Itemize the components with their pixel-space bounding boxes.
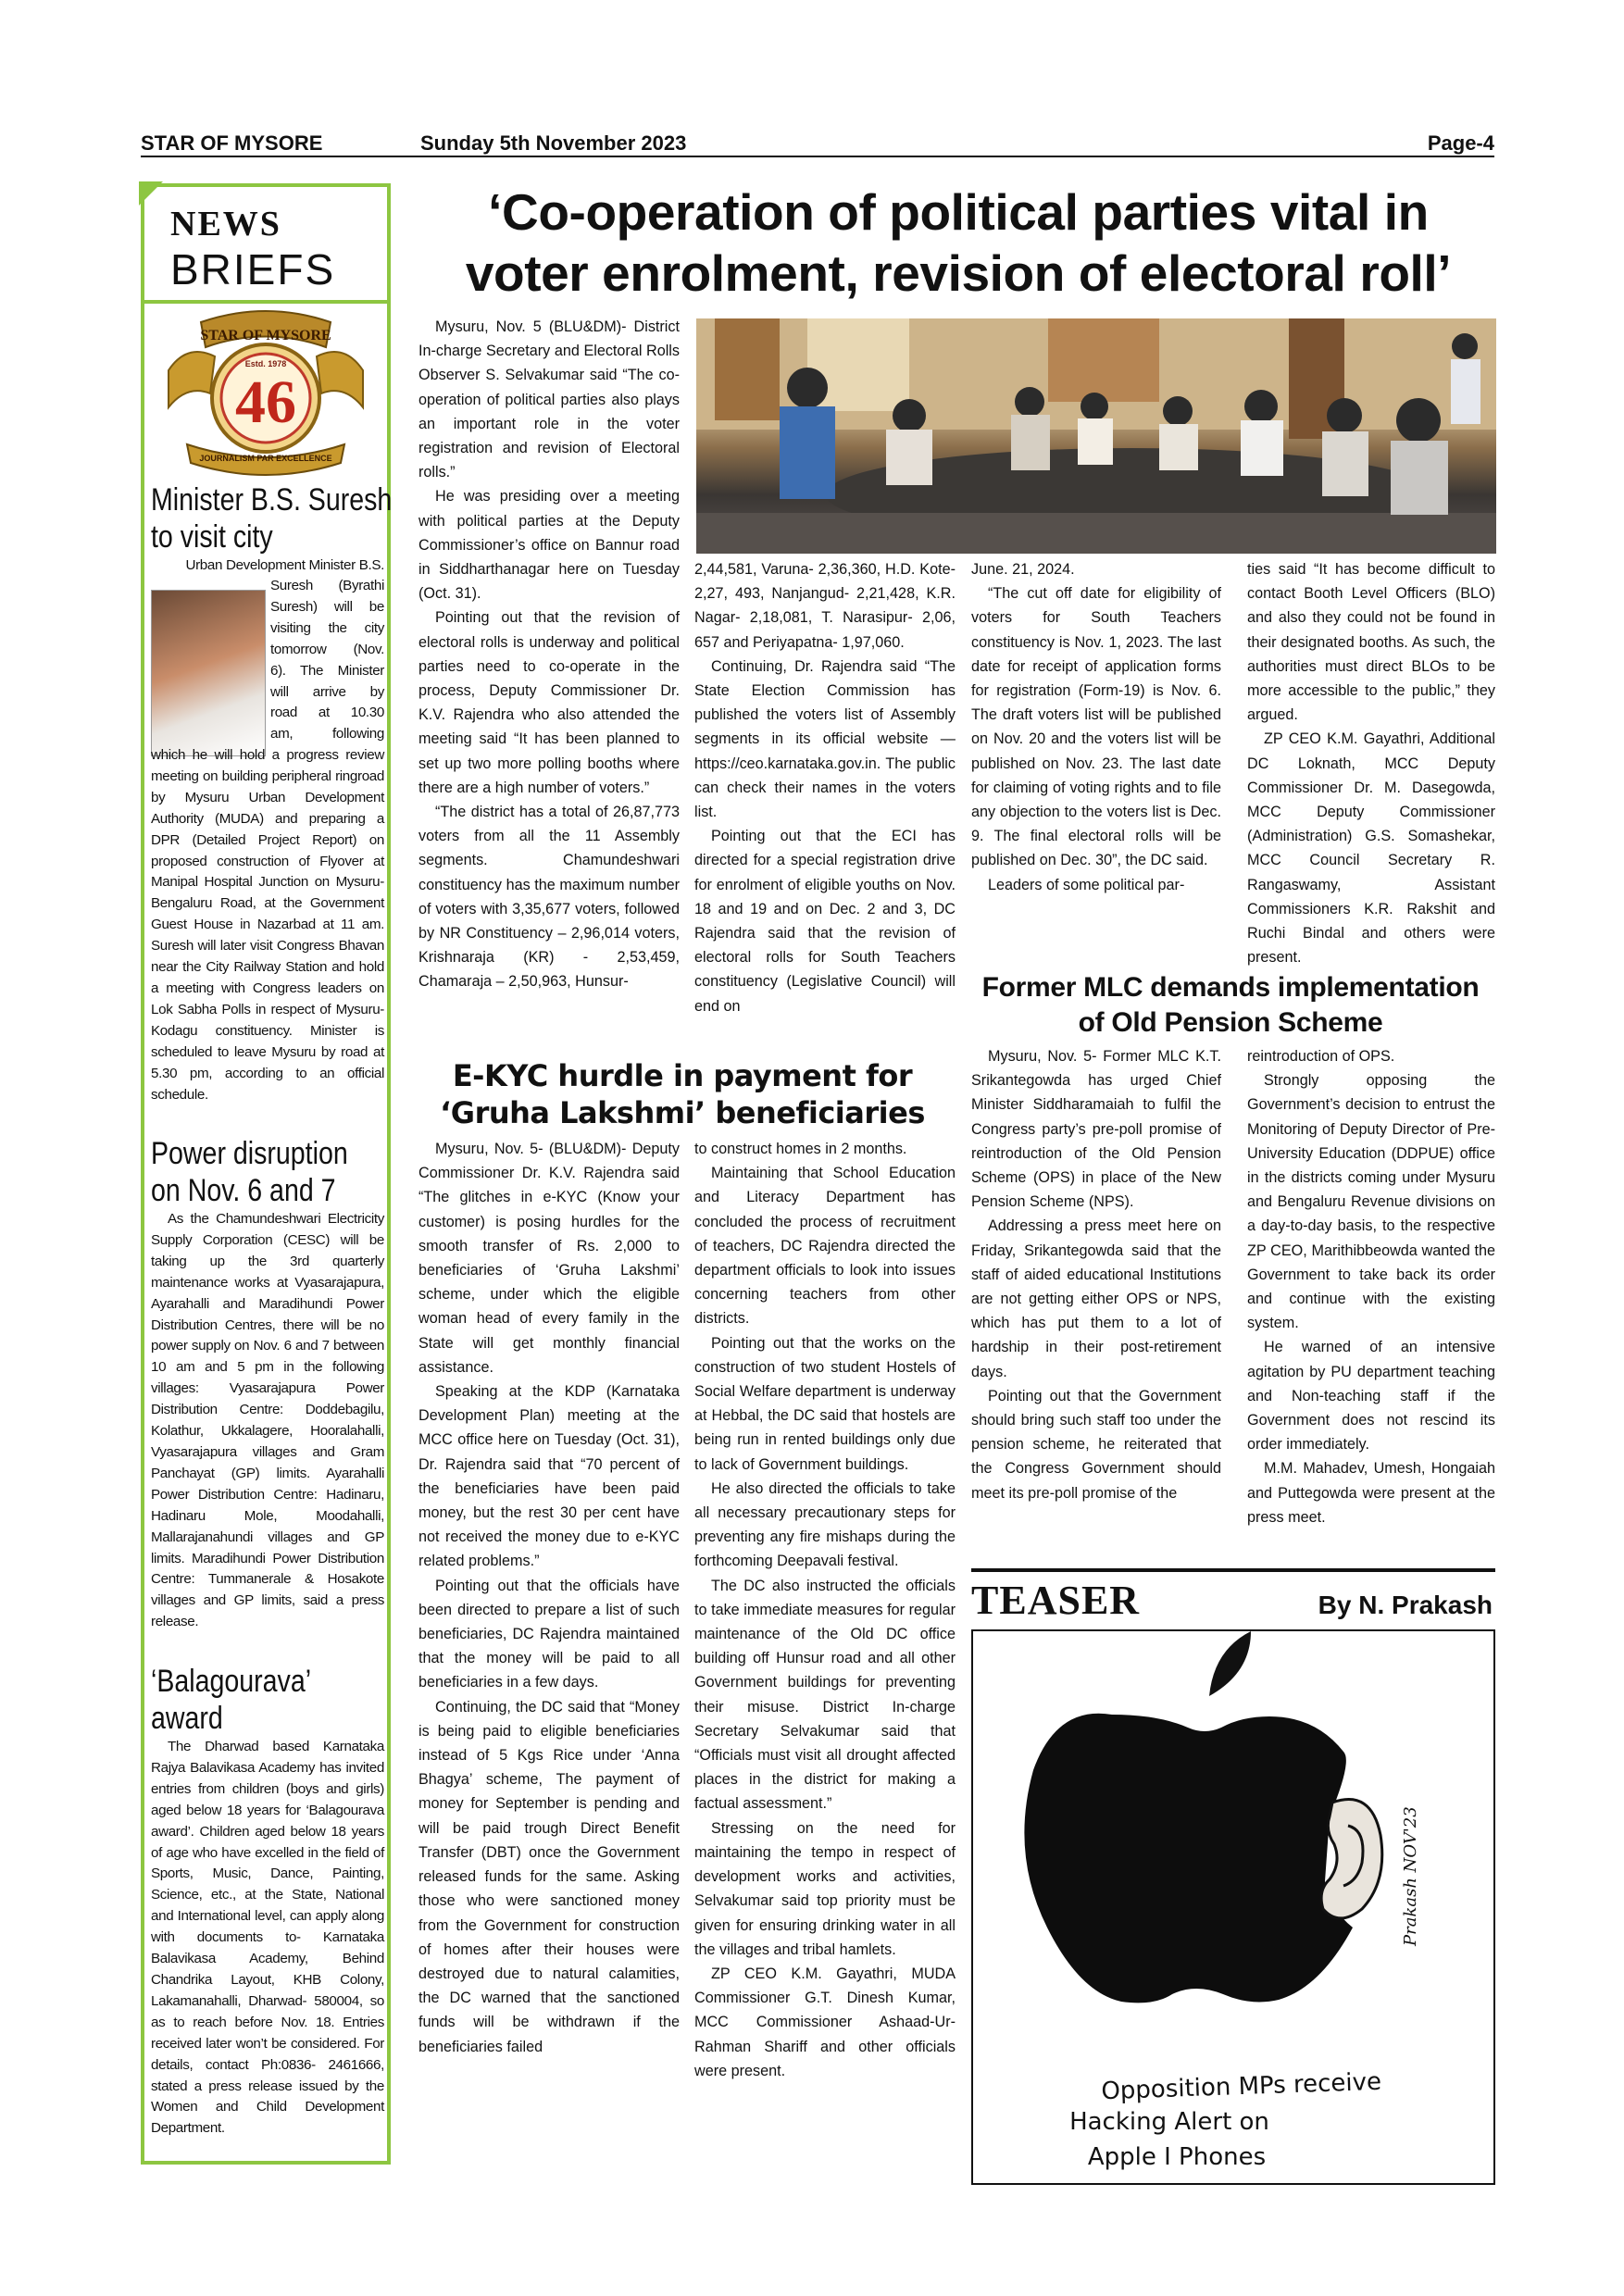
paragraph: He warned of an intensive agitation by PU department teaching and Non-teaching staff if the Government does not rescind its order immediately. — [1247, 1339, 1495, 1454]
paragraph: ties said “It has become difficult to contact Booth Level Officers (BLO) and also they could not be found in their designated booths. As such, the authorities must direct BLOs to be more accessible to the public,” they argued. — [1247, 561, 1495, 724]
pension-headline-line-2: of Old Pension Scheme — [1078, 1007, 1383, 1038]
paragraph: “The district has a total of 26,87,773 voters from all the 11 Assembly segments. Chamundeshwari constituency has the maximum number of voters with 3,35,677 voters, followed by NR Constituency – 2,96,014 voters, Krishnaraja (KR) - 2,53,459, Chamaraja – 2,50,963, Hunsur- — [418, 804, 680, 991]
wrap-line: tomorrow (Nov. — [270, 641, 384, 657]
teaser-rule — [971, 1568, 1495, 1572]
wrap-line: will arrive by — [270, 683, 384, 700]
paper-name: STAR OF MYSORE — [141, 131, 323, 155]
wrap-line: am, following — [270, 726, 384, 742]
pension-headline — [963, 970, 1498, 1041]
issue-date: Sunday 5th November 2023 — [420, 131, 687, 155]
briefs-label-briefs: BRIEFS — [170, 245, 336, 293]
paragraph: Pointing out that the ECI has directed for a special registration drive for enrolment of eligible youths on Nov. 18 and 19 and on Dec. 2 and 3, DC Rajendra said that the revision of electoral rolls for South Teachers constituency (Legislative Council) will end on — [694, 828, 956, 1015]
paragraph: 2,44,581, Varuna- 2,36,360, H.D. Kote- 2,27, 493, Nanjangud- 2,21,428, K.R. Nagar- 2,18,081, T. Narasipur- 2,06, 657 and Periyapatna- 1,97,060. — [694, 561, 956, 651]
logo-ribbon: JOURNALISM PAR EXCELLENCE — [199, 454, 332, 463]
lead-col-3 — [971, 557, 1221, 897]
brief-minister-headline-2: to visit city — [151, 519, 273, 555]
lead-headline — [421, 181, 1495, 304]
paragraph: He was presiding over a meeting with political parties at the Deputy Commissioner’s office on Bannur road in Siddharthanagar here on Tuesday (Oct. 31). — [418, 488, 680, 603]
paragraph: Mysuru, Nov. 5- Former MLC K.T. Srikantegowda has urged Chief Minister Siddharamaiah to fulfil the Congress party’s pre-poll promise of reintroduction of the Old Pension Scheme (OPS) in place of the New Pension Scheme (NPS). — [971, 1048, 1221, 1211]
pension-col-2 — [1247, 1044, 1495, 1529]
paragraph: Maintaining that School Education and Literacy Department has concluded the process of recruitment of teachers, DC Rajendra directed the department officials to look into issues concerning teachers from other districts. — [694, 1165, 956, 1328]
paragraph: Addressing a press meet here on Friday, Srikantegowda said that the staff of aided educational Institutions are not getting either OPS or NPS, which has put them to a lot of hardship in their post-retirement days. — [971, 1217, 1221, 1380]
cartoon-caption-1: Opposition MPs receive — [1100, 2067, 1382, 2106]
paragraph: Pointing out that the works on the construction of two student Hostels of Social Welfare department is underway at Hebbal, the DC said that hostels are being run in rented buildings only due to lack of Government buildings. — [694, 1334, 956, 1473]
paragraph: Speaking at the KDP (Karnataka Development Plan) meeting at the MCC office here on Tuesday (Oct. 31), Dr. Rajendra said that “70 percent of the beneficiaries have been paid money, but the rest 30 per cent have not received the money due to e-KYC related problems.” — [418, 1383, 680, 1570]
teaser-label: TEASER — [971, 1578, 1141, 1623]
cartoon-caption-3: Apple I Phones — [1087, 2143, 1267, 2171]
paragraph: Strongly opposing the Government’s decision to entrust the Monitoring of Deputy Director of Pre-University Education (DDPUE) office in the districts coming under Mysuru and Bengaluru Revenue divisions on a day-to-day basis, to the respective ZP CEO, Marithibbeowda wanted the Government to take back its order and continue with the existing system. — [1247, 1072, 1495, 1332]
brief-minister-wrap — [270, 576, 384, 745]
brief-power-headline-1: Power disruption — [151, 1136, 348, 1171]
brief-award-headline-2: award — [151, 1701, 223, 1736]
paragraph: Continuing, the DC said that “Money is being paid to eligible beneficiaries instead of 5 Kgs Rice under ‘Anna Bhagya’ scheme, The payment of money for September is pending and will be paid trough Direct Benefit Transfer (DBT) once the Government released funds for the same. Asking those who were sanctioned money from the Government for construction of homes after their houses were destroyed due to natural calamities, the DC warned that the sanctioned funds will be withdrawn if the beneficiaries failed — [418, 1698, 680, 2055]
paragraph: June. 21, 2024. — [971, 561, 1075, 578]
logo-number: 46 — [235, 368, 296, 436]
ekyc-col-2 — [694, 1137, 956, 2083]
paragraph: to construct homes in 2 months. — [694, 1141, 907, 1157]
paragraph: ZP CEO K.M. Gayathri, Additional DC Loknath, MCC Deputy Commissioner Dr. M. Dasegowda, MCC Deputy Commissioner (Administration) G.S. Somashekar, MCC Council Secretary R. Rangaswamy, Assistant Commissioners K.R. Rakshit and Ruchi Bindal and others were present. — [1247, 730, 1495, 967]
paragraph: He also directed the officials to take all necessary precautionary steps for preventing any fire mishaps during the forthcoming Deepavali festival. — [694, 1479, 956, 1570]
lead-headline-line-1: ‘Co-operation of political parties vital in — [488, 183, 1429, 241]
pension-col-1 — [971, 1044, 1221, 1505]
brief-award-text: The Dharwad based Karnataka Rajya Balavikasa Academy has invited entries from children (boys and girls) aged below 18 years for ‘Balagourava award’. Children aged below 18 years of age who have excelled in the field of Sports, Music, Dance, Painting, Science, etc., at the State, National and International level, can apply along with documents to- Karnataka Balavikasa Academy, Behind Chandrika Layout, KHB Colony, Lakamanahalli, Dharwad- 580004, so as to reach before Nov. 18. Entries received later won’t be considered. For details, contact Ph:0836- 2461666, stated a press release issued by the Women and Child Development Department. — [151, 1739, 384, 2137]
cartoon-caption-2: Hacking Alert on — [1069, 2108, 1269, 2136]
briefs-label-news: NEWS — [170, 205, 281, 243]
brief-minister-text: which he will hold a progress review meeting on building peripheral ringroad by Mysuru Urban Development Authority (MUDA) and preparing a DPR (Detailed Project Report) on proposed construction of Flyover at Manipal Hospital Junction on Mysuru-Bengaluru Road, at the Government Guest House in Nazarbad at 11 am. Suresh will later visit Congress Bhavan near the City Railway Station and hold a meeting with Congress leaders on Lok Sabha Polls in respect of Mysuru-Kodagu constituency. Minister is scheduled to leave Mysuru by road at 5.30 pm, according to an official schedule. — [151, 747, 384, 1103]
brief-power — [151, 1135, 384, 1633]
paragraph: Pointing out that the revision of electoral rolls is underway and political parties need to co-operate in the process, Deputy Commissioner Dr. K.V. Rajendra who also attended the meeting said “It has been planned to set up two more polling booths where there are a high number of voters.” — [418, 609, 680, 796]
brief-minister — [151, 481, 393, 577]
paragraph: Pointing out that the Government should bring such staff too under the pension scheme, he reiterated that the Congress Government should meet its pre-poll promise of the — [971, 1387, 1221, 1502]
lead-col-1 — [418, 315, 680, 994]
brief-award — [151, 1663, 384, 2140]
brief-award-headline-1: ‘Balagourava’ — [151, 1664, 312, 1699]
paragraph: reintroduction of OPS. — [1247, 1048, 1395, 1065]
cartoon-signature: Prakash NOV'23 — [1401, 1806, 1420, 1946]
ekyc-headline — [418, 1057, 946, 1131]
wrap-line: Suresh (Byrathi — [270, 578, 384, 593]
minister-portrait — [151, 590, 266, 756]
brief-minister-text-top: Urban Development Minister B.S. — [185, 557, 384, 573]
paragraph: ZP CEO K.M. Gayathri, MUDA Commissioner G.T. Dinesh Kumar, MCC Commissioner Ashaad-Ur-Rahman Shariff and other officials were present. — [694, 1965, 956, 2079]
ekyc-headline-line-2: ‘Gruha Lakshmi’ beneficiaries — [440, 1095, 925, 1130]
lead-headline-line-2: voter enrolment, revision of electoral roll’ — [465, 244, 1452, 302]
ekyc-col-1 — [418, 1137, 680, 2059]
paragraph: “The cut off date for eligibility of voters for South Teachers constituency is Nov. 1, 2023. The last date for receipt of application forms for registration (Form-19) is Nov. 6. The draft voters list will be published on Nov. 20 and the voters list will be published on Nov. 23. The last date for claiming of voting rights and to file any objection to the voters list is Dec. 9. The final electoral rolls will be published on Dec. 30”, the DC said. — [971, 585, 1221, 869]
paragraph: Stressing on the need for maintaining the tempo in respect of development works and activities, Selvakumar said top priority must be given for ensuring drinking water in all the villages and tribal hamlets. — [694, 1819, 956, 1958]
paragraph: Pointing out that the officials have been directed to prepare a list of such beneficiaries, DC Rajendra maintained that the money will be paid to all beneficiaries in a few days. — [418, 1577, 680, 1691]
logo-estd: Estd. 1978 — [244, 359, 287, 368]
logo-top-text: STAR OF MYSORE — [200, 328, 331, 343]
page-number: Page-4 — [1427, 131, 1494, 155]
brief-power-headline-2: on Nov. 6 and 7 — [151, 1173, 336, 1208]
wrap-line: visiting the city — [270, 619, 384, 636]
brief-minister-body — [151, 745, 384, 1105]
anniversary-logo — [159, 306, 372, 481]
paragraph: The DC also instructed the officials to take immediate measures for regular maintenance of the Old DC office building off Hunsur road and all other Government buildings for preventing their misuse. District In-charge Secretary Selvakumar said that “Officials must visit all drought affected places in the district for making a factual assessment.” — [694, 1577, 956, 1813]
paragraph: Mysuru, Nov. 5- (BLU&DM)- Deputy Commissioner Dr. K.V. Rajendra said “The glitches in e-KYC (Know your customer) is posing hurdles for the smooth transfer of Rs. 2,000 to beneficiaries of ‘Gruha Lakshmi’ scheme, under which the eligible woman head of every family in the State will get monthly financial assistance. — [418, 1141, 680, 1376]
cartoon-apple-ear — [973, 1631, 1493, 2183]
lead-col-4 — [1247, 557, 1495, 969]
lead-col-2 — [694, 557, 956, 1018]
paragraph: Leaders of some political par- — [988, 876, 1185, 893]
brief-power-text: As the Chamundeshwari Electricity Supply Corporation (CESC) will be taking up the 3rd quarterly maintenance works at Vyasarajapura, Ayarahalli and Maradihundi Power Distribution Centres, there will be no power supply on Nov. 6 and 7 between 10 am and 5 pm in the following villages: Vyasarajapura Power Distribution Centre: Doddebagilu, Kolathur, Ukkalagere, Hooralahalli, Vyasarajapura villages and Gram Panchayat (GP) limits. Ayarahalli Power Distribution Centre: Hadinaru, Hadinaru Mole, Moodahalli, Mallarajanahundi villages and GP limits. Maradihundi Power Distribution Centre: Tummanerale & Hosakote villages and GP limits, said a press release. — [151, 1211, 384, 1630]
ekyc-headline-line-1: E-KYC hurdle in payment for — [452, 1058, 913, 1093]
paragraph: M.M. Mahadev, Umesh, Hongaiah and Puttegowda were present at the press meet. — [1247, 1460, 1495, 1526]
pension-headline-line-1: Former MLC demands implementation — [981, 972, 1480, 1003]
paragraph: Mysuru, Nov. 5 (BLU&DM)- District In-charge Secretary and Electoral Rolls Observer S. Selvakumar said “The co-operation of political parties also plays an important role in the voter registration and revision of Electoral rolls.” — [418, 318, 680, 481]
paragraph: Continuing, Dr. Rajendra said “The State Election Commission has published the voters list of Assembly segments in its official website — https://ceo.karnataka.gov.in. The public can check their names in the voters list. — [694, 657, 956, 821]
meeting-photo — [696, 318, 1496, 554]
teaser-byline: By N. Prakash — [1318, 1591, 1493, 1619]
corner-tab — [139, 181, 163, 206]
briefs-divider — [144, 300, 387, 304]
wrap-line: Suresh) will be — [270, 598, 384, 615]
wrap-line: 6). The Minister — [270, 662, 384, 679]
teaser-cartoon-frame — [971, 1629, 1495, 2185]
masthead — [141, 130, 1494, 157]
wrap-line: road at 10.30 — [270, 705, 384, 721]
brief-minister-headline-1: Minister B.S. Suresh — [151, 482, 393, 518]
